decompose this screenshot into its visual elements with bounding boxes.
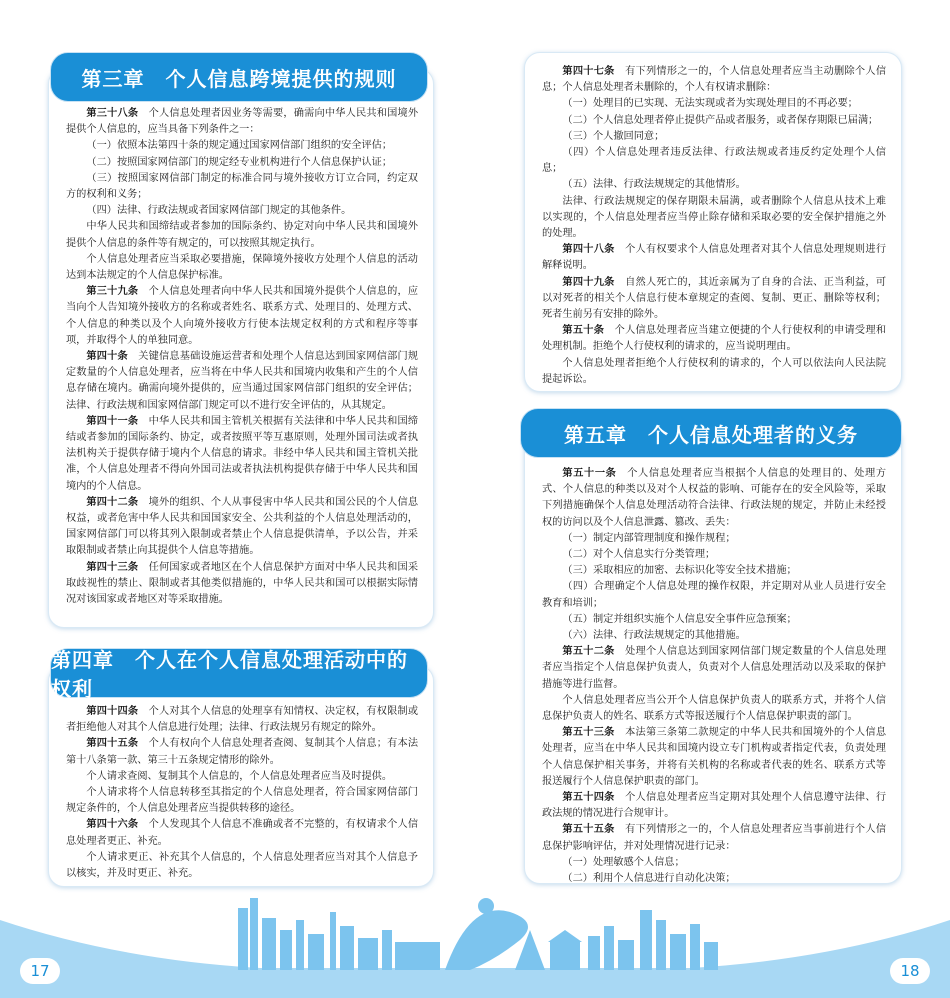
article-43: 第四十三条 任何国家或者地区在个人信息保护方面对中华人民共和国采取歧视性的禁止、限制或者其他类似措施的，中华人民共和国可以根据实际情况对该国家或者地区对等采取措施。 [66, 561, 419, 606]
article-38-item-2: （二）按照国家网信部门的规定经专业机构进行个人信息保护认证； [86, 156, 393, 168]
article-38-item-1: （一）依照本法第四十条的规定通过国家网信部门组织的安全评估； [86, 140, 393, 152]
chapter-3-body [66, 106, 418, 608]
article-51-item-6: （六）法律、行政法规规定的其他措施。 [562, 630, 746, 642]
page-number-right: 18 [890, 958, 930, 984]
chapter-4-body-left [66, 704, 418, 882]
chapter-5-title: 第五章 个人信息处理者的义务 [520, 408, 902, 458]
chapter-4-title: 第四章 个人在个人信息处理活动中的权利 [50, 648, 428, 698]
article-50-para-2: 个人信息处理者拒绝个人行使权利的请求的，个人可以依法向人民法院提起诉讼。 [542, 357, 886, 385]
article-38: 第三十八条 个人信息处理者因业务等需要，确需向中华人民共和国境外提供个人信息的，应当具备下列条件之一： [66, 108, 419, 136]
article-52-para-2: 个人信息处理者应当公开个人信息保护负责人的联系方式，并将个人信息保护负责人的姓名、联系方式等报送履行个人信息保护职责的部门。 [542, 694, 886, 723]
article-38-item-3: （三）按照国家网信部门制定的标准合同与境外接收方订立合同，约定双方的权利和义务； [66, 172, 418, 201]
article-47-item-5: （五）法律、行政法规规定的其他情形。 [562, 179, 746, 191]
article-51: 第五十一条 个人信息处理者应当根据个人信息的处理目的、处理方式、个人信息的种类以及对个人权益的影响、可能存在的安全风险等，采取下列措施确保个人信息处理活动符合法律、行政法规的规定，并防止未经授权的访问以及个人信息泄露、篡改、丢失： [542, 468, 887, 528]
article-45-para-3: 个人请求将个人信息转移至其指定的个人信息处理者，符合国家网信部门规定条件的，个人信息处理者应当提供转移的途径。 [66, 787, 418, 815]
skyline-buildings [238, 898, 718, 970]
article-49: 第四十九条 自然人死亡的，其近亲属为了自身的合法、正当利益，可以对死者的相关个人信息行使本章规定的查阅、复制、更正、删除等权利；死者生前另有安排的除外。 [542, 276, 887, 321]
article-48: 第四十八条 个人有权要求个人信息处理者对其个人信息处理规则进行解释说明。 [542, 244, 887, 272]
article-51-item-3: （三）采取相应的加密、去标识化等安全技术措施； [562, 565, 797, 577]
article-51-item-4: （四）合理确定个人信息处理的操作权限，并定期对从业人员进行安全教育和培训； [542, 581, 886, 609]
article-46-para-2: 个人请求更正、补充其个人信息的，个人信息处理者应当对其个人信息予以核实，并及时更正、补充。 [66, 851, 418, 880]
article-55: 第五十五条 有下列情形之一的，个人信息处理者应当事前进行个人信息保护影响评估，并对处理情况进行记录： [542, 824, 887, 852]
article-45: 第四十五条 个人有权向个人信息处理者查阅、复制其个人信息；有本法第十八条第一款、第三十五条规定情形的除外。 [66, 738, 419, 766]
article-40: 第四十条 关键信息基础设施运营者和处理个人信息达到国家网信部门规定数量的个人信息处理者，应当将在中华人民共和国境内收集和产生的个人信息存储在境内。确需向境外提供的，应当通过国家网信部门组织的安全评估；法律、行政法规和国家网信部门规定可以不进行安全评估的，从其规定。 [66, 351, 419, 411]
article-47-item-4: （四）个人信息处理者违反法律、行政法规或者违反约定处理个人信息； [542, 147, 886, 175]
article-47-para-2: 法律、行政法规规定的保存期限未届满，或者删除个人信息从技术上难以实现的，个人信息处理者应当停止除存储和采取必要的安全保护措施之外的处理。 [542, 195, 886, 240]
article-46: 第四十六条 个人发现其个人信息不准确或者不完整的，有权请求个人信息处理者更正、补充。 [66, 819, 419, 847]
article-47-item-1: （一）处理目的已实现、无法实现或者为实现处理目的不再必要； [562, 98, 858, 110]
article-53: 第五十三条 本法第三条第二款规定的中华人民共和国境外的个人信息处理者，应当在中华人民共和国境内设立专门机构或者指定代表，负责处理个人信息保护相关事务，并将有关机构的名称或者代表的姓名、联系方式等报送履行个人信息保护职责的部门。 [542, 727, 887, 787]
article-51-item-5: （五）制定并组织实施个人信息安全事件应急预案； [562, 613, 797, 625]
article-51-item-1: （一）制定内部管理制度和操作规程； [562, 532, 736, 544]
article-52: 第五十二条 处理个人信息达到国家网信部门规定数量的个人信息处理者应当指定个人信息保护负责人，负责对个人信息处理活动以及采取的保护措施等进行监督。 [542, 646, 887, 690]
article-45-para-2: 个人请求查阅、复制其个人信息的，个人信息处理者应当及时提供。 [86, 770, 393, 782]
article-41: 第四十一条 中华人民共和国主管机关根据有关法律和中华人民共和国缔结或者参加的国际条约、协定，或者按照平等互惠原则，处理外国司法或者执法机构关于提供存储于境内个人信息的请求。非经中华人民共和国主管机关批准，个人信息处理者不得向外国司法或者执法机构提供存储于中华人民共和国境内的个人信息。 [66, 415, 419, 492]
chapter-3-title: 第三章 个人信息跨境提供的规则 [50, 52, 428, 102]
city-skyline-decoration [0, 890, 950, 998]
article-47: 第四十七条 有下列情形之一的，个人信息处理者应当主动删除个人信息；个人信息处理者未删除的，个人有权请求删除： [542, 66, 887, 94]
article-55-item-2: （二）利用个人信息进行自动化决策； [562, 873, 736, 885]
article-47-item-3: （三）个人撤回同意； [562, 130, 665, 142]
article-44: 第四十四条 个人对其个人信息的处理享有知情权、决定权，有权限制或者拒绝他人对其个人信息进行处理；法律、行政法规另有规定的除外。 [66, 706, 419, 734]
article-54: 第五十四条 个人信息处理者应当定期对其处理个人信息遵守法律、行政法规的情况进行合规审计。 [542, 792, 887, 820]
article-50: 第五十条 个人信息处理者应当建立便捷的个人行使权利的申请受理和处理机制。拒绝个人行使权利的请求的，应当说明理由。 [542, 325, 887, 353]
chapter-5-body [542, 466, 886, 887]
page-number-left: 17 [20, 958, 60, 984]
article-47-item-2: （二）个人信息处理者停止提供产品或者服务，或者保存期限已届满； [562, 114, 879, 126]
article-39: 第三十九条 个人信息处理者向中华人民共和国境外提供个人信息的，应当向个人告知境外接收方的名称或者姓名、联系方式、处理目的、处理方式、个人信息的种类以及个人向境外接收方行使本法规定权利的方式和程序等事项，并取得个人的单独同意。 [66, 286, 419, 346]
chapter-4-body-right [542, 64, 886, 388]
article-42: 第四十二条 境外的组织、个人从事侵害中华人民共和国公民的个人信息权益，或者危害中华人民共和国国家安全、公共利益的个人信息处理活动的，国家网信部门可以将其列入限制或者禁止个人信息提供清单，予以公告，并采取限制或者禁止向其提供个人信息等措施。 [66, 496, 419, 557]
article-38-item-4: （四）法律、行政法规或者国家网信部门规定的其他条件。 [86, 205, 352, 217]
article-38-para-3: 个人信息处理者应当采取必要措施，保障境外接收方处理个人信息的活动达到本法规定的个人信息保护标准。 [66, 253, 418, 282]
article-51-item-2: （二）对个人信息实行分类管理； [562, 549, 716, 561]
article-38-para-2: 中华人民共和国缔结或者参加的国际条约、协定对向中华人民共和国境外提供个人信息的条件等有规定的，可以按照其规定执行。 [66, 221, 418, 249]
article-55-item-1: （一）处理敏感个人信息； [562, 856, 685, 868]
